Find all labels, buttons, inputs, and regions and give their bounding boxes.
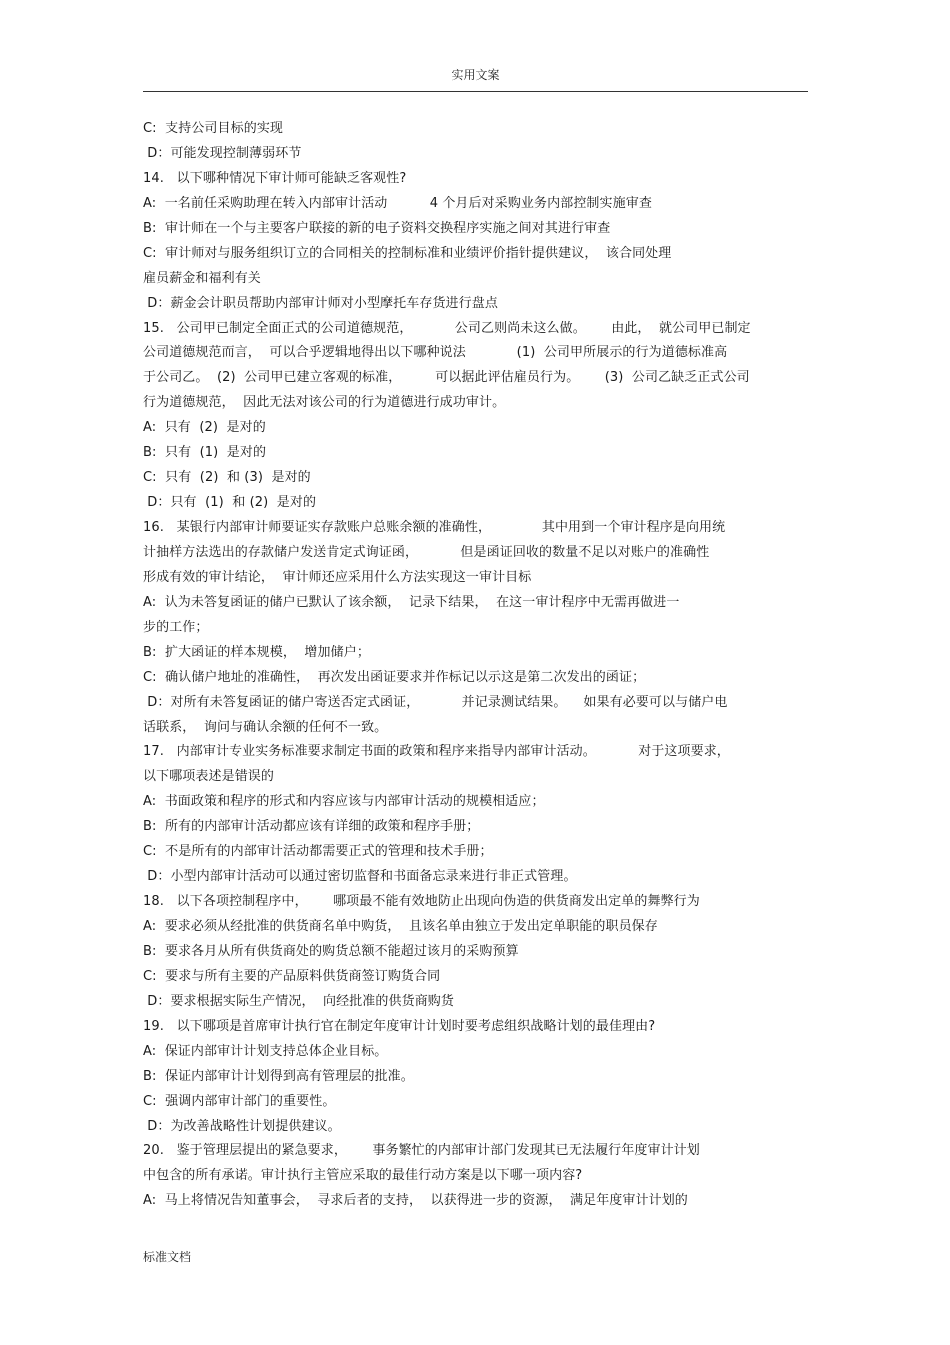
text-line: 以下哪项表述是错误的 [143, 769, 275, 785]
text-line: 雇员薪金和福利有关 [143, 270, 261, 286]
text-line: A: 一名前任采购助理在转入内部审计活动 4 个月后对采购业务内部控制实施审查 [143, 195, 652, 211]
text-line: A: 认为未答复函证的储户已默认了该余额， 记录下结果， 在这一审计程序中无需再做进一 [143, 594, 680, 610]
text-line: C: 强调内部审计部门的重要性。 [143, 1093, 336, 1109]
text-line: A: 马上将情况告知董事会， 寻求后者的支持， 以获得进一步的资源， 满足年度审计计划的 [143, 1193, 688, 1209]
text-line: 形成有效的审计结论， 审计师还应采用什么方法实现这一审计目标 [143, 569, 532, 585]
text-line: A: 保证内部审计计划支持总体企业目标。 [143, 1043, 388, 1059]
text-line: C: 要求与所有主要的产品原料供货商签订购货合同 [143, 968, 441, 984]
text-line: 步的工作； [143, 619, 209, 635]
text-line: 于公司乙。 (2) 公司甲已建立客观的标准， 可以据此评估雇员行为。 (3) 公司乙缺乏正式公司 [143, 370, 750, 386]
text-line: 中包含的所有承诺。审计执行主管应采取的最佳行动方案是以下哪一项内容? [143, 1168, 583, 1184]
text-line: 14. 以下哪种情况下审计师可能缺乏客观性? [143, 170, 407, 186]
text-line: 行为道德规范， 因此无法对该公司的行为道德进行成功审计。 [143, 395, 506, 411]
text-line: 公司道德规范而言， 可以合乎逻辑地得出以下哪种说法 (1) 公司甲所展示的行为道德标准高 [143, 345, 728, 361]
text-line: 计抽样方法选出的存款储户发送肯定式询证函， 但是函证回收的数量不足以对账户的准确性 [143, 544, 710, 560]
text-line: C: 支持公司目标的实现 [143, 121, 284, 136]
text-line: 18. 以下各项控制程序中， 哪项最不能有效地防止出现向伪造的供货商发出定单的舞弊行为 [143, 894, 700, 910]
text-line: B: 要求各月从所有供货商处的购货总额不能超过该月的采购预算 [143, 943, 519, 959]
text-line: 19. 以下哪项是首席审计执行官在制定年度审计计划时要考虑组织战略计划的最佳理由? [143, 1018, 656, 1034]
text-line: A: 书面政策和程序的形式和内容应该与内部审计活动的规模相适应； [143, 794, 545, 810]
text-line: B: 保证内部审计计划得到高有管理层的批准。 [143, 1068, 414, 1084]
text-line: 话联系， 询问与确认余额的任何不一致。 [143, 719, 388, 735]
text-line: D：对所有未答复函证的储户寄送否定式函证， 并记录测试结果。 如果有必要可以与储户电 [143, 694, 728, 710]
text-line: A: 要求必须从经批准的供货商名单中购货， 且该名单由独立于发出定单职能的职员保存 [143, 919, 658, 934]
text-line: B: 只有 (1) 是对的 [143, 445, 267, 461]
page-footer: 标准文档 [143, 1250, 192, 1264]
text-line: 17. 内部审计专业实务标准要求制定书面的政策和程序来指导内部审计活动。 对于这项要求， [143, 744, 730, 760]
text-line: C: 审计师对与服务组织订立的合同相关的控制标准和业绩评价指针提供建议， 该合同处理 [143, 245, 672, 261]
text-line: D：只有 (1) 和 (2) 是对的 [143, 495, 317, 511]
text-line: D：小型内部审计活动可以通过密切监督和书面备忘录来进行非正式管理。 [143, 869, 577, 885]
text-line: A: 只有 (2) 是对的 [143, 420, 266, 436]
header-divider [143, 91, 808, 92]
text-line: C: 不是所有的内部审计活动都需要正式的管理和技术手册； [143, 844, 493, 860]
text-line: D：薪金会计职员帮助内部审计师对小型摩托车存货进行盘点 [143, 295, 498, 311]
text-line: 20. 鉴于管理层提出的紧急要求， 事务繁忙的内部审计部门发现其已无法履行年度审计计划 [143, 1143, 700, 1159]
text-line: 15. 公司甲已制定全面正式的公司道德规范， 公司乙则尚未这么做。 由此， 就公司甲已制定 [143, 320, 751, 336]
page-header: 实用文案 [451, 68, 500, 82]
text-line: C: 只有 (2) 和 (3) 是对的 [143, 470, 311, 486]
text-line: B: 所有的内部审计活动都应该有详细的政策和程序手册； [143, 819, 480, 835]
text-line: D：要求根据实际生产情况， 向经批准的供货商购货 [143, 993, 455, 1009]
text-line: C: 确认储户地址的准确性， 再次发出函证要求并作标记以示这是第二次发出的函证； [143, 669, 646, 685]
text-line: 16. 某银行内部审计师要证实存款账户总账余额的准确性， 其中用到一个审计程序是向用统 [143, 520, 726, 535]
text-line: B: 审计师在一个与主要客户联接的新的电子资料交换程序实施之间对其进行审查 [143, 220, 611, 236]
document-body [143, 117, 808, 1214]
text-line: B: 扩大函证的样本规模， 增加储户； [143, 644, 370, 660]
text-line: D：为改善战略性计划提供建议。 [143, 1118, 341, 1134]
text-line: D：可能发现控制薄弱环节 [143, 145, 302, 161]
